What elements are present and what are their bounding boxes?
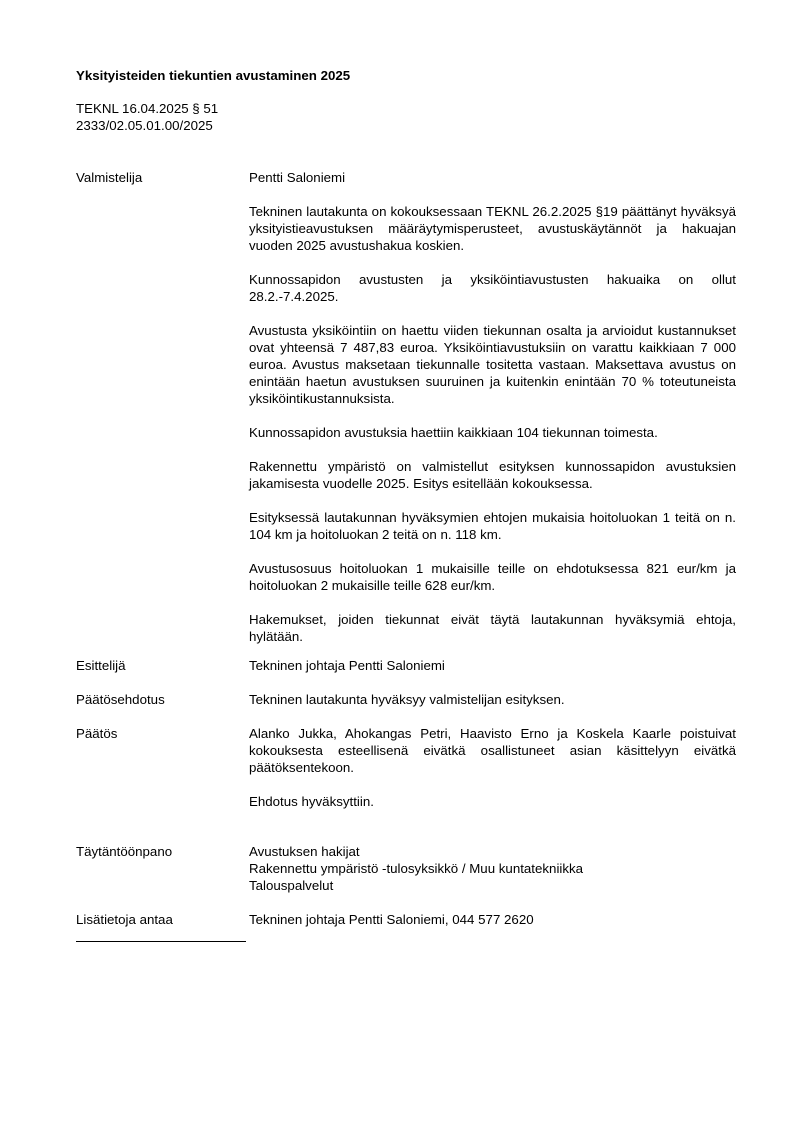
recipient-line: Avustuksen hakijat	[249, 844, 360, 859]
preparer-name: Pentti Saloniemi	[249, 170, 346, 185]
section-content	[249, 725, 736, 810]
section-label: Päätös	[76, 726, 118, 741]
recipient-line: Rakennettu ympäristö -tulosyksikkö / Muu kuntatekniikka	[249, 861, 584, 876]
separator-line	[76, 941, 246, 942]
section-content: Tekninen lautakunta hyväksyy valmistelijan esityksen.	[249, 692, 565, 707]
recipient-line: Talouspalvelut	[249, 878, 334, 893]
section-content	[249, 843, 736, 894]
paragraph: Esityksessä lautakunnan hyväksymien ehtojen mukaisia hoitoluokan 1 teitä on n. 104 km ja hoitoluokan 2 teitä on n. 118 km.	[249, 510, 736, 542]
record-number: 2333/02.05.01.00/2025	[76, 118, 213, 133]
meeting-reference: TEKNL 16.04.2025 § 51	[76, 101, 219, 116]
section-content	[249, 169, 736, 645]
paragraph: Alanko Jukka, Ahokangas Petri, Haavisto Erno ja Koskela Kaarle poistuivat kokouksesta esteellisenä eivätkä osallistuneet asian käsittelyyn eivätkä päätöksentekoon.	[249, 726, 736, 775]
paragraph: Tekninen lautakunta on kokouksessaan TEKNL 26.2.2025 §19 päättänyt hyväksyä yksityistieavustuksen määräytymisperusteet, avustuskäytännöt ja hakuajan vuoden 2025 avustushakua koskien.	[249, 204, 736, 253]
paragraph: Avustusosuus hoitoluokan 1 mukaisille teille on ehdotuksessa 821 eur/km ja hoitoluokan 2 mukaisille teille 628 eur/km.	[249, 561, 736, 593]
paragraph: Avustusta yksiköintiin on haettu viiden tiekunnan osalta ja arvioidut kustannukset ovat yhteensä 7 487,83 euroa. Yksiköintiavustuksiin on varattu kaikkiaan 7 000 euroa. Avustus maksetaan tiekunnalle tositetta vastaan. Maksettava avustus on enintään haetun avustuksen suuruinen ja kuitenkin enintään 70 % toteutuneista yksiköintikustannuksista.	[249, 323, 736, 406]
document-title: Yksityisteiden tiekuntien avustaminen 2025	[76, 68, 351, 83]
paragraph: Hakemukset, joiden tiekunnat eivät täytä lautakunnan hyväksymiä ehtoja, hylätään.	[249, 612, 736, 644]
section-content: Tekninen johtaja Pentti Saloniemi	[249, 658, 445, 673]
paragraph: Ehdotus hyväksyttiin.	[249, 794, 374, 809]
document-meta	[76, 100, 218, 134]
paragraph: Kunnossapidon avustusten ja yksiköintiavustusten hakuaika on ollut 28.2.-7.4.2025.	[249, 272, 736, 304]
section-label: Esittelijä	[76, 658, 126, 673]
section-label: Päätösehdotus	[76, 692, 165, 707]
paragraph: Kunnossapidon avustuksia haettiin kaikkiaan 104 tiekunnan toimesta.	[249, 425, 658, 440]
section-label: Lisätietoja antaa	[76, 912, 173, 927]
section-label: Valmistelija	[76, 170, 143, 185]
section-content: Tekninen johtaja Pentti Saloniemi, 044 577 2620	[249, 912, 534, 927]
paragraph: Rakennettu ympäristö on valmistellut esityksen kunnossapidon avustuksien jakamisesta vuodelle 2025. Esitys esitellään kokouksessa.	[249, 459, 736, 491]
section-label: Täytäntöönpano	[76, 844, 173, 859]
